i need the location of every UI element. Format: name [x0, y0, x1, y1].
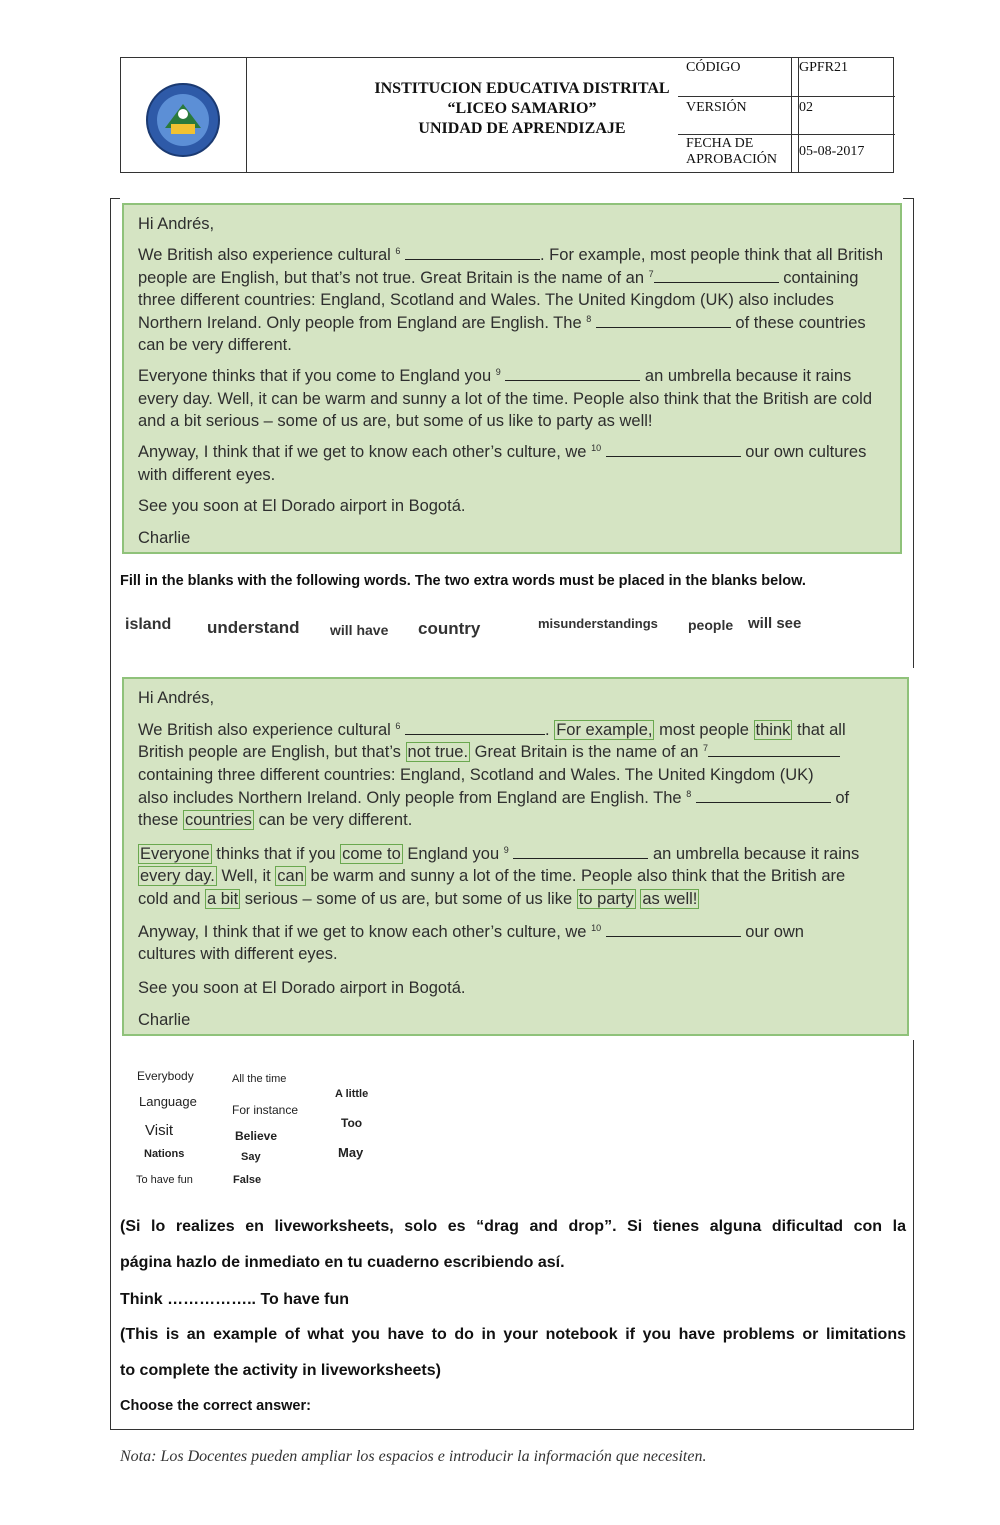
letter-line: British people are English, but that’s not true. Great Britain is the name of an $^7$: [138, 741, 897, 764]
synonym-word[interactable]: To have fun: [136, 1174, 193, 1186]
institution-name: INSTITUCION EDUCATIVA DISTRITAL: [374, 80, 670, 97]
letter-paragraph-3: Anyway, I think that if we get to know each other’s culture, we $^{10}$ our own cultures with different eyes.: [138, 443, 867, 484]
highlight-word[interactable]: countries: [184, 811, 252, 829]
letter-paragraph-1: We British also experience cultural $^6$ . For example, most people think that all British people are English, but that’s not true. Great Britain is the name of an $^7$ containing three different countries: England, Scotland and Wales. The United Kingdom (UK) also includes Northern Ireland. Only people from England are English. The $^8$ of these countries can be very different.: [138, 246, 884, 354]
highlight-word[interactable]: come to: [342, 845, 401, 863]
instructions: Fill in the blanks with the following words. The two extra words must be placed in the blanks below.: [120, 573, 806, 589]
frame-bottom: [110, 1429, 914, 1430]
blank-9[interactable]: [505, 366, 640, 381]
highlight-word[interactable]: For example,: [556, 721, 653, 739]
letter-line: cultures with different eyes.: [138, 945, 338, 963]
letter-line: We British also experience cultural $^6$ . For example, most people think that all: [138, 721, 846, 739]
synonym-word[interactable]: Language: [139, 1094, 197, 1109]
highlight-word[interactable]: can: [277, 867, 304, 885]
letter-line: Anyway, I think that if we get to know each other’s culture, we $^{10}$ our own: [138, 923, 804, 941]
frame-left: [110, 198, 111, 1430]
letter-line: containing three different countries: England, Scotland and Wales. The United Kingdom (UK): [138, 766, 814, 784]
codigo-value: GPFR21: [799, 60, 849, 75]
letter-line: these countries can be very different.: [138, 811, 413, 829]
synonym-word[interactable]: For instance: [232, 1103, 299, 1117]
letter-line: Everyone thinks that if you come to England you $^9$ an umbrella because it rains: [140, 845, 860, 863]
school-logo: [121, 58, 246, 172]
letter-exercise: [122, 203, 902, 554]
version-label: VERSIÓN: [686, 100, 747, 115]
version-value: 02: [799, 100, 813, 115]
frame-right: [913, 198, 914, 668]
frame-right: [913, 1040, 914, 1430]
word-bank-item[interactable]: country: [418, 619, 481, 638]
letter-signature: Charlie: [138, 1011, 191, 1029]
letter-closing: See you soon at El Dorado airport in Bogotá.: [138, 497, 466, 515]
synonym-word[interactable]: Visit: [145, 1122, 174, 1139]
highlight-word[interactable]: to party: [578, 890, 634, 908]
highlight-word[interactable]: every day.: [140, 867, 215, 885]
blank-8[interactable]: [596, 313, 731, 328]
blank-7[interactable]: [708, 742, 840, 757]
synonym-word[interactable]: All the time: [232, 1073, 287, 1085]
question-prompt: Choose the correct answer:: [120, 1398, 311, 1414]
word-bank-item[interactable]: misunderstandings: [538, 616, 658, 631]
synonym-word[interactable]: Nations: [144, 1148, 185, 1160]
synonym-word[interactable]: Too: [341, 1116, 363, 1130]
document-header: [120, 57, 894, 173]
letter-signature: Charlie: [138, 529, 191, 547]
synonym-word[interactable]: A little: [335, 1088, 369, 1100]
school-name: “LICEO SAMARIO”: [447, 100, 597, 117]
note-line: (This is an example of what you have to do in your notebook if you have problems or limitations: [120, 1326, 906, 1343]
blank-8[interactable]: [696, 788, 831, 803]
letter-line: also includes Northern Ireland. Only people from England are English. The $^8$ of: [138, 789, 850, 807]
frame-tick: [110, 198, 120, 199]
highlight-word[interactable]: Everyone: [140, 845, 210, 863]
school-logo-cell: [121, 58, 247, 172]
blank-10[interactable]: [606, 922, 741, 937]
fecha-label-1: FECHA DE: [686, 136, 754, 151]
letter-highlighted: [122, 677, 909, 1036]
codigo-label: CÓDIGO: [686, 60, 741, 75]
blank-9[interactable]: [513, 844, 648, 859]
blank-7[interactable]: [654, 268, 779, 283]
letter-line: every day. Well, it can be warm and sunny a lot of the time. People also think that the British are: [140, 867, 846, 885]
letter-greeting: Hi Andrés,: [138, 215, 215, 233]
note-line: página hazlo de inmediato en tu cuaderno escribiendo así.: [120, 1254, 565, 1271]
blank-10[interactable]: [606, 442, 741, 457]
fecha-label-2: APROBACIÓN: [686, 152, 778, 167]
highlight-word[interactable]: not true.: [407, 743, 469, 761]
blank-6[interactable]: [405, 245, 540, 260]
word-bank-item[interactable]: will see: [748, 615, 802, 632]
fecha-value: 05-08-2017: [799, 144, 865, 159]
note-line: (Si lo realizes en liveworksheets, solo es “drag and drop”. Si tienes alguna dificultad con la: [120, 1218, 906, 1235]
word-bank-item[interactable]: will have: [330, 622, 389, 638]
synonym-word[interactable]: Believe: [235, 1129, 278, 1143]
highlight-word[interactable]: think: [755, 721, 791, 739]
document-meta: [678, 58, 895, 172]
unit-title: UNIDAD DE APRENDIZAJE: [418, 120, 626, 137]
word-bank-item[interactable]: people: [688, 617, 734, 633]
frame-tick: [903, 198, 913, 199]
letter-greeting: Hi Andrés,: [138, 689, 215, 707]
footer-note: Nota: Los Docentes pueden ampliar los espacios e introducir la información que necesiten.: [120, 1448, 707, 1465]
synonym-word[interactable]: Everybody: [137, 1069, 194, 1083]
highlight-word[interactable]: a bit: [206, 890, 239, 908]
highlight-word[interactable]: as well!: [642, 890, 698, 908]
synonym-word[interactable]: May: [338, 1145, 364, 1160]
letter-closing: See you soon at El Dorado airport in Bogotá.: [138, 979, 466, 997]
blank-6[interactable]: [405, 720, 545, 735]
letter-line: cold and a bit serious – some of us are, but some of us like to party as well!: [138, 890, 698, 908]
note-line: to complete the activity in liveworksheets): [120, 1362, 441, 1379]
word-bank-item[interactable]: island: [125, 616, 172, 633]
note-example: Think …………….. To have fun: [120, 1291, 350, 1308]
word-bank-item[interactable]: understand: [207, 618, 300, 637]
synonym-word[interactable]: False: [233, 1174, 262, 1186]
synonym-word[interactable]: Say: [241, 1151, 261, 1163]
letter-paragraph-2: Everyone thinks that if you come to England you $^9$ an umbrella because it rains every day. Well, it can be warm and sunny a lot of the time. People also think that the British are cold and a bit serious – some of us are, but some of us like to party as well!: [138, 367, 873, 430]
